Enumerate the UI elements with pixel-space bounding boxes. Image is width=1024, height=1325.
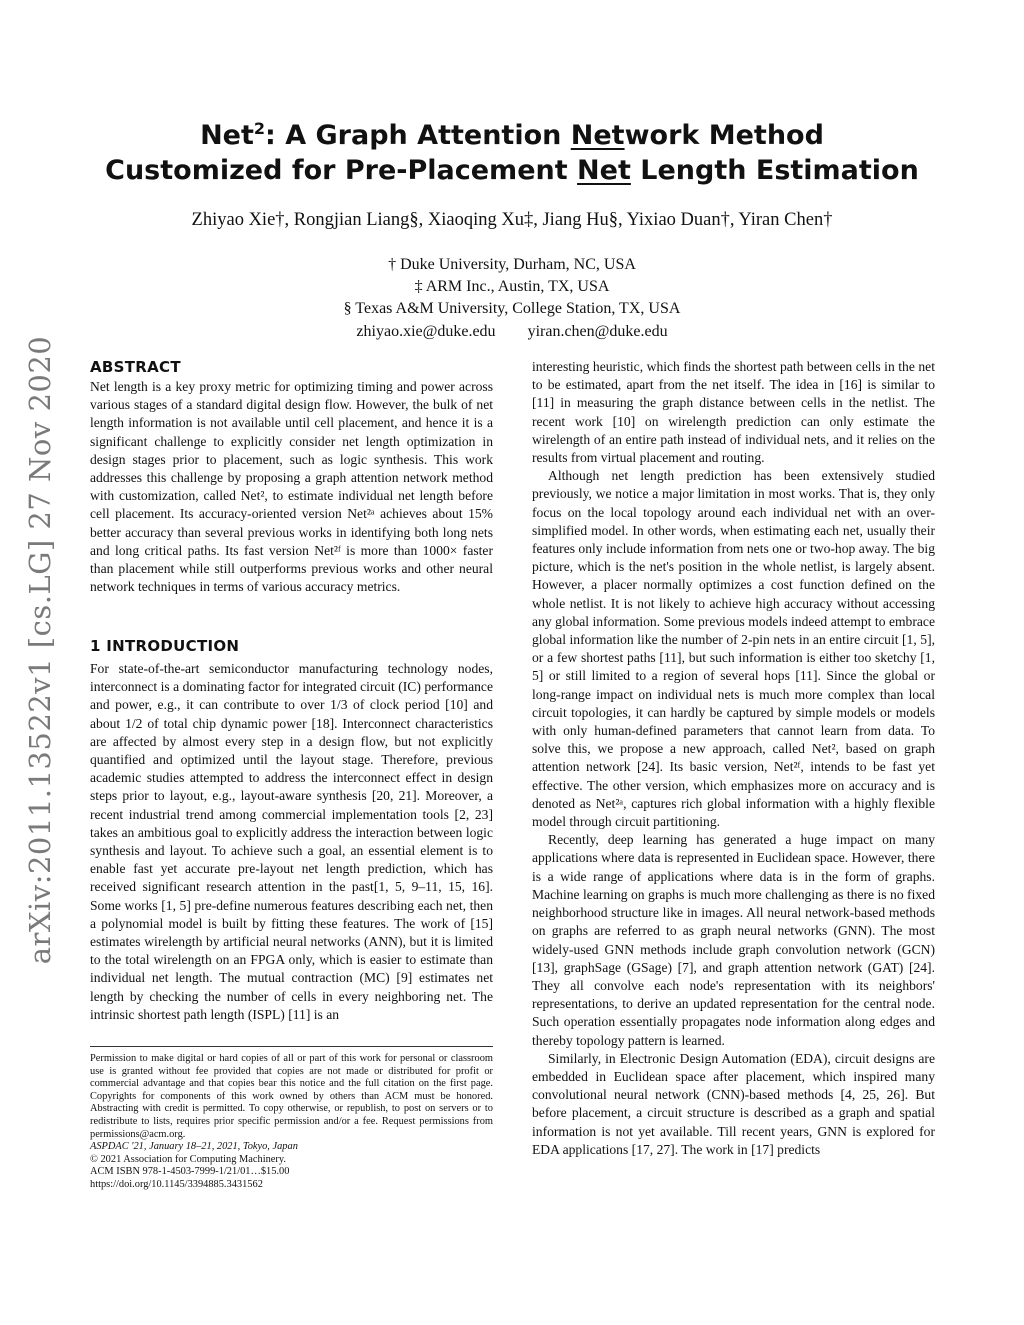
affiliation-duke: † Duke University, Durham, NC, USA [388,256,636,273]
introduction-body [90,660,493,1024]
introduction-text: For state-of-the-art semiconductor manufacturing technology nodes, interconnect is a dominating factor for integrated circuit (IC) performance and power, e.g., it can contribute to over 1/3 of clock period [10] and about 1/2 of total chip dynamic power [18]. Interconnect characteristics are affected by almost every step in a design flow, but not explicitly quantified and optimized until the layout stage. Therefore, previous academic studies attempted to address the interconnect effect in design steps prior to layout, e.g., layout-aware synthesis [20, 21]. Moreover, a recent industrial trend among commercial implementation tools [2, 23] takes an ambitious goal to explicitly address the interaction between logic synthesis and layout. To achieve such a goal, an essential element is to enable fast yet accurate pre-layout net length prediction, which has received significant research attention in the past[1, 5, 9–11, 15, 16]. Some works [1, 5] pre-define numerous features describing each net, then a polynomial model is built by fitting these features. The work of [15] estimates wirelength by artificial neural networks (ANN), but it is limited to the total wirelength on an FPGA only, which is easier to estimate than individual net length. The mutual contraction (MC) [9] estimates net length by checking the number of cells in every neighboring net. The intrinsic shortest path length (ISPL) [11] is an [90,661,493,1022]
left-column [90,378,493,596]
author-list: Zhiyao Xie†, Rongjian Liang§, Xiaoqing Xu‡, Jiang Hu§, Yixiao Duan†, Yiran Chen† [191,210,833,230]
isbn: ACM ISBN 978-1-4503-7999-1/21/01…$15.00 [90,1166,290,1178]
paragraph: interesting heuristic, which finds the shortest path between cells in the net to be estimated, apart from the net itself. The idea in [16] is similar to [11] in measuring the graph distance between cells in the netlist. The recent work [10] on wirelength prediction can only estimate the wirelength of an entire path instead of individual nets, and it relies on the results from virtual placement and routing. [532,359,935,466]
author-emails [60,323,964,341]
paragraph: Recently, deep learning has generated a huge impact on many applications where data is represented in Euclidean space. However, there is a wide range of applications where data is in the form of graphs. Machine learning on graphs is much more challenging as there is no fixed neighborhood structure like in images. All neural network-based methods on graphs are referred to as graph neural networks (GNN). The most widely-used GNN methods include graph convolution network (GCN) [13], graphSage (GSage) [7], and graph attention network (GAT) [24]. They all convolve each node's representation with its neighbors' representations, to derive an updated representation for the central node. Such operation essentially propagates node information along edges and thereby topology pattern is learned. [532,832,935,1048]
conference-info: ASPDAC '21, January 18–21, 2021, Tokyo, Japan [90,1141,298,1153]
paragraph: Similarly, in Electronic Design Automation (EDA), circuit designs are embedded in Euclidean space after placement, which inspired many convolutional neural network (CNN)-based methods [4, 25, 26]. But before placement, a circuit structure is described as a graph and spatial information is not yet available. Till recent years, GNN is explored for EDA applications [17, 27]. The work in [17] predicts [532,1050,935,1157]
abstract-heading: ABSTRACT [90,358,181,376]
doi-link[interactable]: https://doi.org/10.1145/3394885.3431562 [90,1178,263,1190]
abstract-text: Net length is a key proxy metric for optimizing timing and power across various stages of a standard digital design flow. However, the bulk of net length information is not available until cell placement, and hence it is a significant challenge to explicitly consider net length optimization in design stages prior to placement, such as logic synthesis. This work addresses this challenge by proposing a graph attention network method with customization, called Net², to estimate individual net length before cell placement. Its accuracy-oriented version Net²ᵃ achieves about 15% better accuracy than several previous works in identifying both long nets and long critical paths. Its fast version Net²ᶠ is more than 1000× faster than placement while still outperforms previous works and other neural network techniques in terms of various accuracy metrics. [90,379,493,595]
permission-notice: Permission to make digital or hard copies of all or part of this work for personal or classroom use is granted without fee provided that copies are not made or distributed for profit or commercial advantage and that copies bear this notice and the full citation on the first page. Copyrights for components of this work owned by others than ACM must be honored. Abstracting with credit is permitted. To copy otherwise, or republish, to post on servers or to redistribute to lists, requires prior specific permission and/or a fee. Request permissions from permissions@acm.org. [90,1053,493,1140]
permission-footnote [90,1046,493,1192]
copyright-notice: © 2021 Association for Computing Machinery. [90,1153,286,1165]
arxiv-identifier [20,335,60,965]
affiliation-tamu: § Texas A&M University, College Station, TX, USA [343,300,681,317]
title-line-1: Net$^2$: A Graph Attention Network Method [200,119,824,151]
paper-title [60,118,964,188]
affiliation-arm: ‡ ARM Inc., Austin, TX, USA [414,278,610,295]
email-xie[interactable]: zhiyao.xie@duke.edu [356,323,496,340]
title-line-2: Customized for Pre-Placement Net Length Estimation [105,155,919,186]
right-column [532,358,935,1159]
introduction-heading: 1 INTRODUCTION [90,637,240,655]
paragraph: Although net length prediction has been extensively studied previously, we notice a major limitation in most works. That is, they only focus on the local topology around each individual net with an over-simplified model. In other words, when estimating each net, usually their features only include information from nets one or two-hop away. The big picture, which is the net's position in the whole netlist, is largely absent. However, a placer normally optimizes a cost function defined on the whole netlist. It is not likely to achieve high accuracy without accessing any global information. Some previous models indeed attempt to embrace global information like the number of 2-pin nets in an entire circuit [1, 5], or a few shortest paths [11], but such information is either too sketchy [1, 5] or still limited to a region of several hops [11]. Since the global or long-range impact on individual nets is much more complex than local circuit topologies, it can hardly be captured by simple models or models with only human-defined parameters that cannot learn from data. To solve this, we propose a new approach, called Net², based on graph attention network [24]. Its basic version, Net²ᶠ, intends to be fast yet effective. The other version, which emphasizes more on accuracy and is denoted as Net²ᵃ, captures rich global information with a highly flexible model through circuit partitioning. [532,468,935,830]
arxiv-id-text: arXiv:2011.13522v1 [cs.LG] 27 Nov 2020 [23,335,57,965]
email-chen[interactable]: yiran.chen@duke.edu [527,323,668,340]
